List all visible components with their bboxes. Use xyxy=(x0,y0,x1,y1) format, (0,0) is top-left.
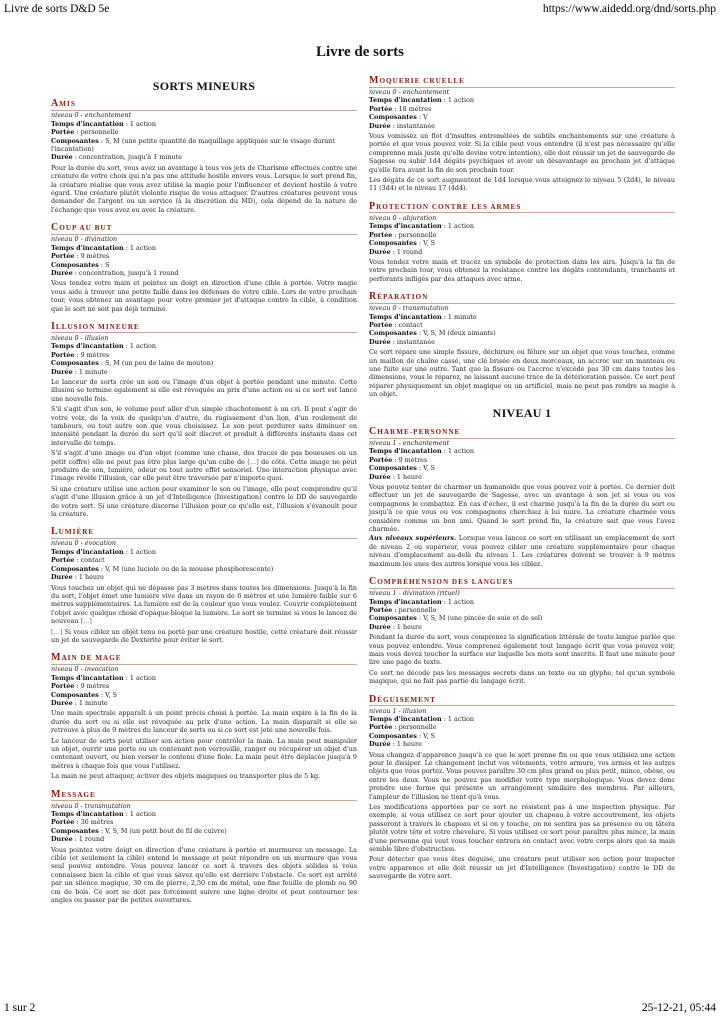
description-paragraph: Pendant la durée du sort, vous comprenez la signification littérale de toute langue parlée que vous pouvez entendre. Vous comprenez également tout langage écrit que vous pouvez voir, mais vous devez toucher la surface sur laquelle les mots sont inscrits. Il faut une minute pour lire une page de texte. xyxy=(369,633,675,667)
spell-description xyxy=(51,846,357,905)
spell-reparation xyxy=(369,292,675,398)
description-paragraph: Une main spectrale apparaît à un point précis choisi à portée. La main expire à la fin de la durée du sort ou si elle est révoquée au prix d'une action. La main disparaît si elle se retrouve à plus de 9 mètres du lanceur de sorts ou si ce sort est jeté une nouvelle fois. xyxy=(51,709,357,735)
duration-value: 1 heure xyxy=(396,622,422,631)
casting-time-value: 1 action xyxy=(129,810,156,819)
components-label: Composantes xyxy=(369,464,417,473)
duration-value: 1 round xyxy=(78,835,105,844)
spell-range: Portée : contact xyxy=(51,556,105,565)
spell-duration: Durée : instantanée xyxy=(369,121,435,130)
spell-name: LUMIÈRE xyxy=(51,527,357,539)
components-label: Composantes xyxy=(369,239,417,248)
description-paragraph: Le lanceur de sorts peut utiliser son action pour contrôler la main. La main peut manipuler un objet, ouvrir une porte ou un contenant non verrouillé, ranger ou récupérer un objet d'un contenant ouvert, ou bien verser le contenu d'une fiole. La main peut être déplacée jusqu'à 9 mètres à chaque fois que vous l'utilisez. xyxy=(51,736,357,770)
duration-value: instantanée xyxy=(396,337,435,346)
spell-protection-contre-les-armes xyxy=(369,202,675,283)
spell-deguisement xyxy=(369,695,675,881)
components-value: V, S xyxy=(423,239,435,248)
casting-time-value: 1 action xyxy=(129,342,156,351)
spell-casting-time: Temps d'incantation : 1 action xyxy=(51,673,156,682)
spell-duration: Durée : 1 heure xyxy=(369,472,422,481)
range-value: 9 mètres xyxy=(80,682,110,691)
description-paragraph: Vous tendez votre main et pointez un doigt en direction d'une cible à portée. Votre magie vous aide à trouver une petite faille dans les défenses de votre cible. Lors de votre prochain tour, vous obtenez un avantage pour votre premier jet d'attaque contre la cible, à condition que le sort ne soit pas déjà terminé. xyxy=(51,279,357,313)
spell-range: Portée : contact xyxy=(369,320,423,329)
range-label: Portée xyxy=(369,455,393,464)
spell-duration: Durée : 1 minute xyxy=(51,367,108,376)
spell-description xyxy=(51,584,357,645)
range-label: Portée xyxy=(51,128,75,137)
spell-level-school: niveau 0 - enchantement xyxy=(369,88,450,96)
spell-range: Portée : 9 mètres xyxy=(51,682,110,691)
upcast-label: Aux niveaux supérieurs. xyxy=(369,534,457,543)
spell-duration: Durée : 1 heure xyxy=(51,573,104,582)
casting-time-value: 1 action xyxy=(447,96,474,105)
spell-description xyxy=(51,378,357,519)
casting-time-label: Temps d'incantation xyxy=(51,119,124,128)
range-value: 9 mètres xyxy=(80,350,110,359)
spell-description xyxy=(51,279,357,313)
range-value: personnelle xyxy=(398,230,437,239)
spell-name: RÉPARATION xyxy=(369,292,675,304)
duration-label: Durée xyxy=(51,367,73,376)
description-paragraph: La main ne peut attaquer, activer des objets magiques ou transporter plus de 5 kg. xyxy=(51,772,321,781)
upcast-text: Lorsque vous lancez ce sort en utilisant un emplacement de sort de niveau 2 ou supérieur, vous pouvez cibler une créature supplémentaire pour chaque niveau d'emplacement au-delà du niveau 1. Les créatures doivent se trouver à 9 mètres maximum les unes des autres lorsque vous les ciblez. xyxy=(369,534,675,568)
unreadable-text-cube-size: […] xyxy=(247,457,259,466)
spell-illusion-mineure xyxy=(51,322,357,519)
spell-description xyxy=(369,483,675,568)
spell-range: Portée : 9 mètres xyxy=(369,455,428,464)
range-label: Portée xyxy=(369,104,393,113)
spell-components: Composantes : V, S, M (un petit bout de fil de cuivre) xyxy=(51,826,227,835)
spell-duration: Durée : 1 round xyxy=(51,835,105,844)
casting-time-value: 1 action xyxy=(129,243,156,252)
spell-level-school: niveau 0 - transmutation xyxy=(369,304,449,313)
casting-time-label: Temps d'incantation xyxy=(369,222,442,231)
document-title: Livre de sorts xyxy=(315,44,405,60)
spell-components: Composantes : S xyxy=(51,260,110,269)
components-label: Composantes xyxy=(51,260,99,269)
spell-components: Composantes : S, M (un peu de laine de mouton) xyxy=(51,359,214,368)
spell-main-de-mage xyxy=(51,653,357,780)
spell-description xyxy=(369,633,675,685)
casting-time-label: Temps d'incantation xyxy=(51,547,124,556)
components-label: Composantes xyxy=(51,359,99,368)
spell-coup-au-but xyxy=(51,223,357,313)
components-value: S xyxy=(105,260,110,269)
print-header-url: https://www.aidedd.org/dnd/sorts.php xyxy=(542,3,716,15)
spell-casting-time: Temps d'incantation : 1 action xyxy=(369,96,474,105)
description-paragraph: Vous tendez votre main et tracez un symbole de protection dans les airs. Jusqu'à la fin de votre prochain tour, vous obtenez la résistance contre les dégâts contondants, tranchants et perforants infligés par des attaques avec arme. xyxy=(369,257,675,283)
range-value: 36 mètres xyxy=(80,818,114,827)
spell-duration: Durée : concentration, jusqu'à 1 minute xyxy=(51,153,182,162)
spell-range: Portée : 36 mètres xyxy=(51,818,114,827)
spell-level-school: niveau 0 - transmutation xyxy=(51,801,131,810)
spell-components: Composantes : V, S xyxy=(51,690,117,699)
unreadable-text-target: […] xyxy=(51,627,63,636)
components-label: Composantes xyxy=(51,690,99,699)
description-paragraph: Vous pouvez tenter de charmer un humanoïde que vous pouvez voir à portée. Ce dernier doit effectuer un jet de sauvegarde de Sagesse, avec un avantage à son jet si vous ou vos compagnons le combattez. En cas d'échec, il est charmé jusqu'à la fin de la durée du sort ou jusqu'à ce que vous ou vos compagnons cherchiez à lui nuire. La créature charmée vous considère comme un bon ami. Quand le sort prend fin, la créature sait que vous l'avez charmée. xyxy=(369,483,675,534)
spell-duration: Durée : 1 round xyxy=(369,247,423,256)
spell-range: Portée : personnelle xyxy=(369,230,437,239)
spell-level-school: niveau 0 - enchantement xyxy=(51,111,132,120)
duration-value: 1 heure xyxy=(396,740,422,749)
right-column xyxy=(369,76,675,890)
components-value: V xyxy=(423,113,428,122)
range-value: personnelle xyxy=(80,128,119,137)
description-paragraph: Ce sort répare une simple fissure, déchirure ou fêlure sur un objet que vous touchez, comme un maillon de chaîne cassé, une clé brisée en deux morceaux, un accroc sur un manteau ou une fuite sur une outre. Tant que la fissure ou l'accroc n'excède pas 30 cm dans toutes les dimensions, vous le réparez, ne laissant aucune trace de la détérioration passée. Ce sort peut réparer physiquement un objet magique ou un artificiel, mais ne peut pas rendre sa magie à un objet. xyxy=(369,348,675,399)
spell-components: Composantes : V xyxy=(369,113,428,122)
print-footer-page: 1 sur 2 xyxy=(4,1002,36,1014)
spell-duration: Durée : 1 heure xyxy=(369,740,422,749)
spell-level-school: niveau 0 - invocation xyxy=(51,665,119,674)
duration-label: Durée xyxy=(51,835,73,844)
spell-name: MAIN DE MAGE xyxy=(51,653,357,665)
duration-value: 1 minute xyxy=(78,367,108,376)
spell-duration: Durée : 1 heure xyxy=(369,622,422,631)
duration-label: Durée xyxy=(51,573,73,582)
spell-description xyxy=(51,709,357,780)
duration-label: Durée xyxy=(369,337,391,346)
spell-casting-time: Temps d'incantation : 1 action xyxy=(51,547,156,556)
spell-message xyxy=(51,790,357,905)
description-paragraph: Vous vomissez un flot d'insultes entremêlées de subtils enchantements sur une créature à portée et que vous pouvez voir. Si la cible peut vous entendre (il n'est pas nécessaire qu'elle comprenne mais juste qu'elle devine votre intention), elle doit réussir un jet de sauvegarde de Sagesse ou subir 1d4 dégâts psychiques et avoir un désavantage au prochain jet d'attaque qu'elle fera avant la fin de son prochain tour. xyxy=(369,132,675,174)
description-paragraph: Le lanceur de sorts crée un son ou l'image d'un objet à portée pendant une minute. Cette illusion se termine également si elle est révoquée au prix d'une action ou si ce sort est lancé une nouvelle fois. xyxy=(51,377,357,403)
components-value: V, S xyxy=(423,464,435,473)
spell-range: Portée : personnelle xyxy=(51,128,119,137)
spell-amis xyxy=(51,99,357,214)
description-paragraph: Ce sort ne décode pas les messages secrets dans un texte ou un glyphe, tel qu'un symbole magique, qui ne fait pas partie du langage écrit. xyxy=(369,668,675,686)
description-paragraph: Vous changez d'apparence jusqu'à ce que le sort prenne fin ou que vous utilisiez une action pour le dissiper. Le changement inclut vos vêtements, votre armure, vos armes et les autres objets que vous portez. Vous pouvez paraître 30 cm plus grand ou plus petit, mince, obèse, ou entre les deux. Vous ne pouvez pas modifier votre type morphologique. Vous devez donc prendre une forme qui présente un arrangement similaire des membres. Par ailleurs, l'ampleur de l'illusion ne tient qu'à vous. xyxy=(369,750,675,801)
range-label: Portée xyxy=(369,320,393,329)
description-paragraph: Si une créature utilise une action pour examiner le son ou l'image, elle peut comprendre qu'il s'agit d'une illusion grâce à un jet d'Intelligence (Investigation) contre le DD de sauvegarde de votre sort. Si une créature discerne l'illusion pour ce qu'elle est, l'illusion s'évanouit pour la créature. xyxy=(51,484,357,519)
duration-value: concentration, jusqu'à 1 minute xyxy=(78,153,182,162)
casting-time-label: Temps d'incantation xyxy=(369,447,442,456)
duration-label: Durée xyxy=(369,472,391,481)
spell-components: Composantes : V, S xyxy=(369,731,435,740)
range-value: personnelle xyxy=(398,605,437,614)
spell-range: Portée : 9 mètres xyxy=(51,252,110,261)
spell-components: Composantes : V, M (une luciole ou de la mousse phosphorescente) xyxy=(51,564,274,573)
components-value: S, M (un peu de laine de mouton) xyxy=(105,359,214,368)
components-value: V, S xyxy=(105,690,117,699)
range-label: Portée xyxy=(51,818,75,827)
range-label: Portée xyxy=(369,723,393,732)
casting-time-value: 1 action xyxy=(129,673,156,682)
spell-description xyxy=(369,132,675,193)
spell-level-school: niveau 0 - divination xyxy=(51,235,118,244)
spell-components: Composantes : S, M (une petite quantité de maquillage appliquée sur le visage durant l'incantation) xyxy=(51,136,335,154)
duration-label: Durée xyxy=(369,121,391,130)
spell-name: MESSAGE xyxy=(51,790,357,802)
spell-level-school: niveau 0 - illusion xyxy=(51,333,109,342)
left-column xyxy=(51,76,357,914)
components-value: V, M (une luciole ou de la mousse phosphorescente) xyxy=(105,564,274,573)
range-value: contact xyxy=(398,320,423,329)
spell-name: COUP AU BUT xyxy=(51,223,357,235)
description-text: Vous touchez un objet qui ne dépasse pas 3 mètres dans toutes les dimensions. Jusqu'à la fin du sort, l'objet émet une lumière vive dans un rayon de 6 mètres et une lumière faible sur 6 mètres supplémentaires. La lumière est de la couleur que vous voulez. Couvrir complètement l'objet avec quelque chose d'opaque bloque la lumière. Le sort se termine si vous le lancez de nouveau xyxy=(51,583,357,626)
spell-range: Portée : 9 mètres xyxy=(51,350,110,359)
spell-moquerie-cruelle xyxy=(369,76,675,193)
components-label: Composantes xyxy=(369,113,417,122)
description-paragraph xyxy=(51,584,357,626)
casting-time-label: Temps d'incantation xyxy=(51,243,124,252)
spell-level-school: niveau 1 - divination (rituel) xyxy=(369,589,460,598)
components-label: Composantes xyxy=(369,614,417,623)
upcast-paragraph xyxy=(369,534,675,568)
components-value: V, S xyxy=(423,731,435,740)
spell-name: CHARME-PERSONNE xyxy=(369,427,675,439)
spell-name: MOQUERIE CRUELLE xyxy=(369,76,675,88)
spell-level-school: niveau 1 - illusion xyxy=(369,706,427,715)
range-value: 9 mètres xyxy=(398,455,428,464)
spell-components: Composantes : V, S, M (deux aimants) xyxy=(369,329,496,338)
spell-duration: Durée : 1 minute xyxy=(51,698,108,707)
spell-lumiere xyxy=(51,527,357,644)
casting-time-value: 1 action xyxy=(129,119,156,128)
spell-range: Portée : personnelle xyxy=(369,723,437,732)
duration-value: 1 heure xyxy=(396,472,422,481)
section-title-level-1: NIVEAU 1 xyxy=(492,405,552,420)
duration-value: concentration, jusqu'à 1 round xyxy=(78,268,179,277)
spell-casting-time: Temps d'incantation : 1 action xyxy=(369,714,474,723)
casting-time-value: 1 action xyxy=(447,597,474,606)
duration-label: Durée xyxy=(51,153,73,162)
spell-level-school: niveau 0 - abjuration xyxy=(369,213,437,222)
spell-casting-time: Temps d'incantation : 1 action xyxy=(51,119,156,128)
spell-name: PROTECTION CONTRE LES ARMES xyxy=(369,202,675,214)
casting-time-label: Temps d'incantation xyxy=(369,714,442,723)
components-label: Composantes xyxy=(369,731,417,740)
casting-time-value: 1 action xyxy=(447,222,474,231)
spell-casting-time: Temps d'incantation : 1 action xyxy=(369,222,474,231)
casting-time-label: Temps d'incantation xyxy=(51,810,124,819)
casting-time-label: Temps d'incantation xyxy=(369,597,442,606)
duration-label: Durée xyxy=(51,268,73,277)
spell-description xyxy=(369,258,675,283)
spell-components: Composantes : V, S, M (une pincée de suie et de sel) xyxy=(369,614,543,623)
casting-time-value: 1 action xyxy=(447,447,474,456)
spell-casting-time: Temps d'incantation : 1 action xyxy=(51,342,156,351)
components-label: Composantes xyxy=(51,826,99,835)
range-label: Portée xyxy=(51,556,75,565)
unreadable-text-relaunch: […] xyxy=(80,617,92,626)
casting-time-label: Temps d'incantation xyxy=(369,312,442,321)
spell-casting-time: Temps d'incantation : 1 action xyxy=(51,810,156,819)
components-value: V, S, M (deux aimants) xyxy=(423,329,496,338)
description-paragraph: Les modifications apportées par ce sort ne résistent pas à une inspection physique. Par exemple, si vous utilisez ce sort pour ajouter un chapeau à votre accoutrement, les objets passeront à travers le chapeau et si on y touche, on ne sentira pas sa présence ou on tâtera plutôt votre tête et votre chevelure. Si vous utilisez ce sort pour paraître plus mince, la main d'une personne qui veut vous toucher entrera en contact avec votre corps alors que sa main semble libre d'obstruction. xyxy=(369,803,675,854)
casting-time-value: 1 minute xyxy=(447,312,477,321)
spell-name: ILLUSION MINEURE xyxy=(51,322,357,334)
spell-description xyxy=(51,164,357,214)
print-header-title: Livre de sorts D&D 5e xyxy=(4,3,110,15)
components-value: V, S, M (un petit bout de fil de cuivre) xyxy=(105,826,227,835)
duration-value: 1 round xyxy=(396,247,423,256)
spell-duration: Durée : concentration, jusqu'à 1 round xyxy=(51,268,179,277)
spell-range: Portée : personnelle xyxy=(369,605,437,614)
spell-duration: Durée : instantanée xyxy=(369,337,435,346)
description-paragraph: S'il s'agit d'un son, le volume peut aller d'un simple chuchotement à un cri. Il peut s'agir de votre voix, de la voix de quelqu'un d'autre, du rugissement d'un lion, d'un roulement de tambours, ou tout autre son que vous choisissez. Le son peut perdurer sans diminuer en intensité pendant la durée du sort qu'il soit discret et produit à différents instants dans cet intervalle de temps. xyxy=(51,405,357,447)
range-value: contact xyxy=(80,556,105,565)
casting-time-label: Temps d'incantation xyxy=(51,673,124,682)
description-paragraph: Pour détecter que vous êtes déguisé, une créature peut utiliser son action pour inspecter votre apparence et elle doit réussir un jet d'Intelligence (Investigation) contre le DD de sauvegarde de votre sort. xyxy=(369,855,675,881)
range-value: 9 mètres xyxy=(80,252,110,261)
casting-time-label: Temps d'incantation xyxy=(369,96,442,105)
description-paragraph xyxy=(51,449,357,483)
spell-charme-personne xyxy=(369,427,675,568)
spell-name: DÉGUISEMENT xyxy=(369,695,675,707)
description-paragraph xyxy=(51,628,357,645)
spell-level-school: niveau 0 - évocation xyxy=(51,539,117,548)
components-label: Composantes xyxy=(51,564,99,573)
spell-casting-time: Temps d'incantation : 1 minute xyxy=(369,312,477,321)
spell-name: COMPRÉHENSION DES LANGUES xyxy=(369,577,675,589)
description-text: Si vous ciblez un objet tenu ou porté par une créature hostile, cette créature doit réussir un jet de sauvegarde de Dextérité pour éviter le sort. xyxy=(51,627,357,644)
description-paragraph: Vous pointez votre doigt en direction d'une créature à portée et murmurez un message. La cible (et seulement la cible) entend le message et peut répondre en un murmure que vous seul pouvez entendre. Vous pouvez lancer ce sort à travers des objets solides si vous connaissez bien la cible et que vous savez qu'elle est derrière l'obstacle. Ce sort est arrêté par un silence magique, 30 cm de pierre, 2,50 cm de métal, une fine feuille de plomb ou 90 cm de bois. Ce sort ne doit pas forcément suivre une ligne droite et peut contourner les angles ou passer par de petites ouvertures. xyxy=(51,845,357,905)
range-label: Portée xyxy=(51,350,75,359)
spell-description xyxy=(369,348,675,398)
spell-casting-time: Temps d'incantation : 1 action xyxy=(369,447,474,456)
spell-name: AMIS xyxy=(51,99,357,111)
spell-level-school: niveau 1 - enchantement xyxy=(369,439,450,447)
range-value: 18 mètres xyxy=(398,104,432,113)
duration-value: instantanée xyxy=(396,121,435,130)
spell-casting-time: Temps d'incantation : 1 action xyxy=(369,597,474,606)
duration-label: Durée xyxy=(369,740,391,749)
spell-casting-time: Temps d'incantation : 1 action xyxy=(51,243,156,252)
duration-label: Durée xyxy=(51,698,73,707)
print-footer-timestamp: 25-12-21, 05:44 xyxy=(641,1002,716,1014)
duration-label: Durée xyxy=(369,622,391,631)
spell-comprehension-des-langues xyxy=(369,577,675,685)
description-paragraph: Les dégâts de ce sort augmentent de 1d4 lorsque vous atteignez le niveau 5 (2d4), le niveau 11 (3d4) et le niveau 17 (4d4). xyxy=(369,176,675,193)
range-value: personnelle xyxy=(398,723,437,732)
spell-description xyxy=(369,751,675,881)
duration-label: Durée xyxy=(369,247,391,256)
components-value: V, S, M (une pincée de suie et de sel) xyxy=(423,614,543,623)
description-text: S'il s'agit d'une image ou d'un objet (comme une chaise, des traces de pas boueuses ou un petit coffre) elle ne peut pas être plus large qu'un cube de xyxy=(51,449,357,466)
description-text: de côté. Cette image ne peut produire de son, lumière, odeur ou tout autre effet sensoriel. Une interaction physique avec l'image révèle l'illusion, car elle peut être traversée par n'importe quoi. xyxy=(51,457,357,483)
components-value: S, M (une petite quantité de maquillage appliquée sur le visage durant l'incantation) xyxy=(51,136,335,154)
duration-value: 1 heure xyxy=(78,573,104,582)
components-label: Composantes xyxy=(51,136,99,145)
components-label: Composantes xyxy=(369,329,417,338)
casting-time-value: 1 action xyxy=(129,547,156,556)
spell-components: Composantes : V, S xyxy=(369,464,435,473)
spell-components: Composantes : V, S xyxy=(369,239,435,248)
range-label: Portée xyxy=(369,230,393,239)
casting-time-label: Temps d'incantation xyxy=(51,342,124,351)
description-paragraph: Pour la durée du sort, vous avez un avantage à tous vos jets de Charisme effectués contre une créature de votre choix qui n'a pas une attitude hostile envers vous. Lorsque le sort prend fin, la créature réalise que vous avez utilisé la magie pour l'influencer et devient hostile à votre égard. Une créature plutôt violente risque de vous attaquer. D'autres créatures peuvent vous demander de l'argent ou un service (à la discrétion du MD), cela dépend de la nature de l'échange que vous avez eu avec la créature. xyxy=(51,163,357,214)
casting-time-value: 1 action xyxy=(447,714,474,723)
duration-value: 1 minute xyxy=(78,698,108,707)
range-label: Portée xyxy=(51,682,75,691)
section-title-cantrips: SORTS MINEURS xyxy=(152,79,256,93)
spell-range: Portée : 18 mètres xyxy=(369,104,432,113)
range-label: Portée xyxy=(369,605,393,614)
range-label: Portée xyxy=(51,252,75,261)
